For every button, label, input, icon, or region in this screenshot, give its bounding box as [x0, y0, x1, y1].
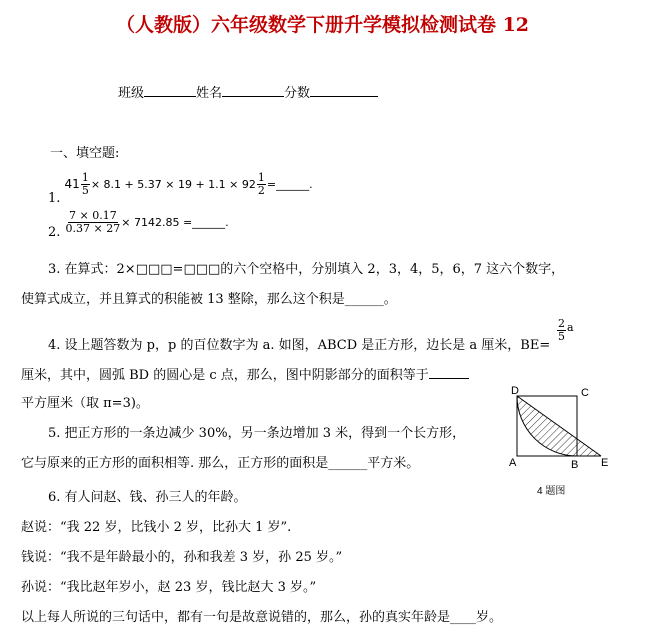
q1-tail: =______. — [266, 178, 313, 191]
info-line — [118, 84, 378, 102]
score-label: 分数 — [284, 86, 311, 101]
q1-fraction-2 — [257, 172, 266, 197]
q4-line-3: 平方厘米（取 π=3)。 — [21, 396, 149, 411]
q4-frac-tail: a — [567, 321, 574, 334]
page-title: （人教版）六年级数学下册升学模拟检测试卷 12 — [115, 14, 530, 36]
geometry-figure — [505, 382, 617, 500]
q3-line-1: 3. 在算式：2×□□□=□□□的六个空格中，分别填入 2，3，4，5，6，7 这六个数字， — [48, 262, 565, 277]
q2-frac-num: 7 × 0.17 — [69, 209, 117, 222]
q1-fraction-1 — [81, 172, 90, 197]
q1-middle: × 8.1 + 5.37 × 19 + 1.1 × 92 — [90, 178, 256, 191]
figure-caption: 4 题图 — [537, 486, 566, 497]
q2-frac-den: 0.37 × 27 — [65, 222, 121, 235]
class-blank[interactable] — [144, 84, 196, 97]
label-b: B — [571, 459, 579, 471]
q6-sun: 孙说：“我比赵年岁小，赵 23 岁，钱比赵大 3 岁。” — [21, 580, 317, 595]
q1-frac2-den: 2 — [257, 184, 265, 197]
q4-frac — [557, 318, 566, 343]
name-label: 姓名 — [196, 86, 223, 101]
q6-qian: 钱说：“我不是年龄最小的，孙和我差 3 岁，孙 25 岁。” — [21, 550, 343, 565]
q4-line-1: 4. 设上题答数为 p，p 的百位数字为 a. 如图，ABCD 是正方形，边长是 a 厘米，BE= — [48, 338, 551, 353]
q4-line-2 — [21, 366, 469, 384]
q2-fraction — [66, 210, 121, 235]
question-2 — [48, 209, 229, 240]
q5-line-2: 它与原来的正方形的面积相等. 那么，正方形的面积是______平方米。 — [21, 456, 420, 471]
question-1 — [48, 171, 313, 206]
q4-answer-blank[interactable] — [429, 366, 469, 379]
name-blank[interactable] — [222, 84, 284, 97]
q3-line-2: 使算式成立，并且算式的积能被 13 整除，那么这个积是______。 — [21, 292, 397, 307]
q1-frac1-den: 5 — [81, 184, 89, 197]
q1-number: 1. — [48, 191, 61, 206]
section-heading: 一、填空题: — [50, 146, 120, 161]
label-d: D — [511, 385, 519, 397]
q2-number: 2. — [48, 225, 61, 240]
q5-line-1: 5. 把正方形的一条边减少 30%，另一条边增加 3 米，得到一个长方形， — [48, 426, 466, 441]
q1-whole: 41 — [64, 177, 80, 191]
q1-frac2-num: 1 — [257, 171, 265, 184]
q6-zhao: 赵说：“我 22 岁，比钱小 2 岁，比孙大 1 岁”. — [21, 520, 292, 535]
q4-line-2-text: 厘米，其中，圆弧 BD 的圆心是 c 点，那么，图中阴影部分的面积等于 — [21, 368, 429, 383]
label-e: E — [601, 457, 609, 469]
class-label: 班级 — [118, 86, 145, 101]
q6-last: 以上每人所说的三句话中，都有一句是故意说错的，那么，孙的真实年龄是____岁。 — [21, 610, 503, 625]
q4-frac-num: 2 — [558, 317, 565, 330]
q4-frac-den: 5 — [558, 330, 565, 343]
label-c: C — [581, 387, 589, 399]
q1-frac1-num: 1 — [81, 171, 89, 184]
q2-tail: × 7142.85 =______. — [121, 216, 229, 229]
score-blank[interactable] — [310, 84, 378, 97]
q4-fraction — [556, 318, 574, 343]
label-a: A — [509, 457, 517, 469]
q6-line-1: 6. 有人问赵、钱、孙三人的年龄。 — [48, 490, 247, 505]
